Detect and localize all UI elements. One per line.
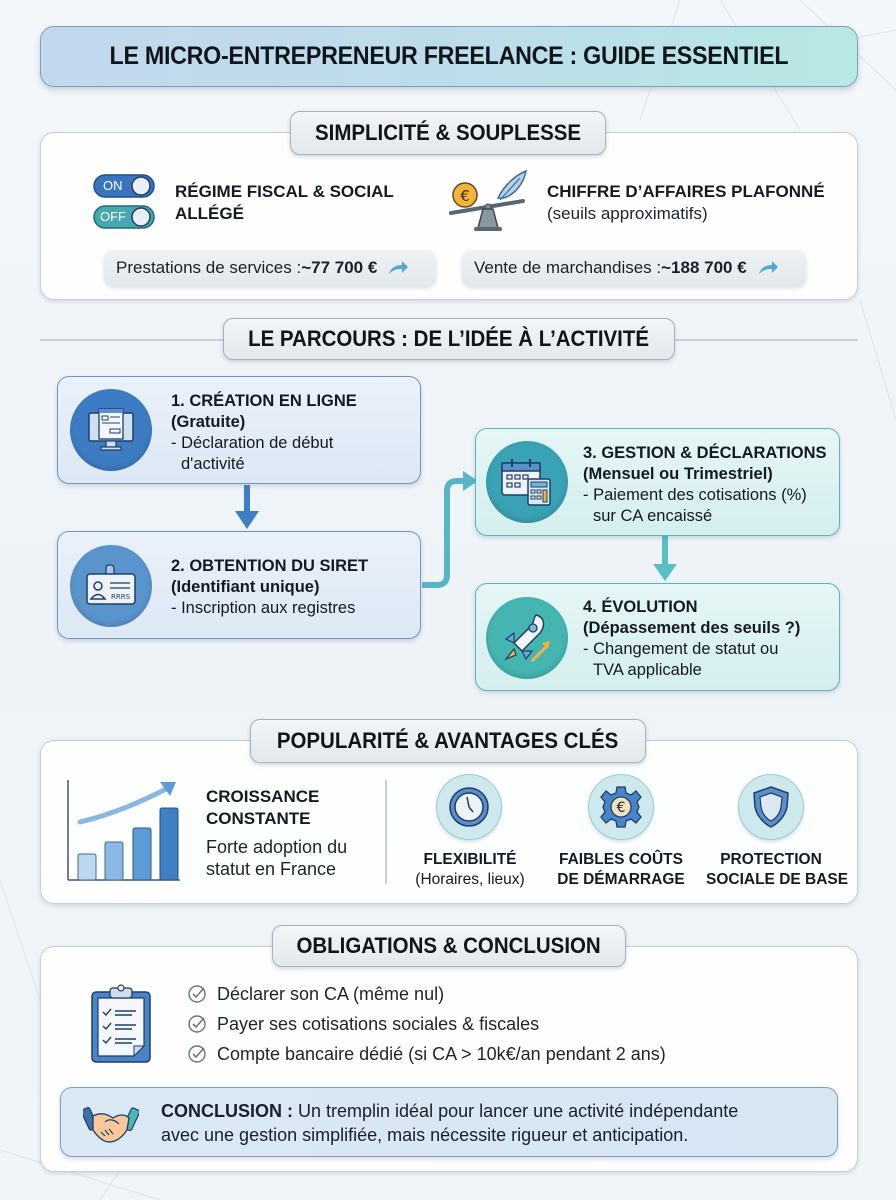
advantage-flexibilite: FLEXIBILITÉ (Horaires, lieux)	[415, 851, 525, 888]
svg-text:€: €	[616, 800, 626, 816]
id-badge-icon	[70, 545, 152, 627]
section-heading-simplicite: SIMPLICITÉ & SOUPLESSE	[290, 111, 606, 155]
check-circle-icon	[187, 984, 207, 1004]
croissance-text: CROISSANCE CONSTANTE Forte adoption du statut en France	[206, 787, 348, 879]
obligations-list	[187, 979, 807, 1069]
conclusion-box: CONCLUSION : Un tremplin idéal pour lancer une activité indépendante avec une gestion simplifiée, mais nécessite rigueur et anticipation.	[60, 1087, 838, 1157]
vertical-divider	[385, 780, 387, 884]
check-circle-icon	[187, 1014, 207, 1034]
section-heading-popularite: POPULARITÉ & AVANTAGES CLÉS	[250, 719, 646, 763]
step-gestion: 3. GESTION & DÉCLARATIONS (Mensuel ou Trimestriel) - Paiement des cotisations (%) sur CA encaissé	[475, 428, 840, 536]
step-creation: 1. CRÉATION EN LIGNE (Gratuite) - Déclaration de début d'activité	[57, 376, 421, 484]
section-heading-parcours: LE PARCOURS : DE L’IDÉE À L’ACTIVITÉ	[223, 318, 675, 360]
advantage-protection: PROTECTION SOCIALE DE BASE	[706, 851, 849, 888]
handshake-icon	[83, 1102, 139, 1146]
svg-text:RRRS: RRRS	[111, 593, 131, 601]
toggle-off: OFF	[93, 205, 155, 229]
svg-text:€: €	[460, 187, 470, 205]
rocket-growth-icon	[486, 597, 568, 679]
step-evolution: 4. ÉVOLUTION (Dépassement des seuils ?) - Changement de statut ou TVA applicable	[475, 583, 840, 691]
clipboard-checklist-icon	[90, 982, 152, 1064]
page-title: LE MICRO-ENTREPRENEUR FREELANCE : GUIDE ESSENTIEL	[40, 26, 858, 87]
chiffre-label: CHIFFRE D’AFFAIRES PLAFONNÉ (seuils approximatifs)	[547, 182, 825, 223]
section-heading-obligations: OBLIGATIONS & CONCLUSION	[272, 925, 626, 967]
threshold-marchandises: Vente de marchandises : ~188 700 €	[462, 250, 806, 286]
clock-icon	[436, 774, 502, 840]
step-siret: RRRS 2. OBTENTION DU SIRET (Identifiant unique) - Inscription aux registres	[57, 531, 421, 639]
bar-chart-growth-icon	[62, 776, 182, 884]
list-item: Déclarer son CA (même nul)	[187, 979, 807, 1009]
check-circle-icon	[187, 1044, 207, 1064]
advantage-couts: FAIBLES COÛTS DE DÉMARRAGE	[557, 851, 685, 888]
gear-euro-icon	[588, 774, 654, 840]
list-item: Payer ses cotisations sociales & fiscales	[187, 1009, 807, 1039]
toggle-on: ON	[93, 174, 155, 198]
regime-label: RÉGIME FISCAL & SOCIAL ALLÉGÉ	[175, 182, 394, 223]
list-item: Compte bancaire dédié (si CA > 10k€/an pendant 2 ans)	[187, 1039, 807, 1069]
shield-icon	[738, 774, 804, 840]
calendar-calculator-icon	[486, 441, 568, 523]
threshold-services: Prestations de services : ~77 700 €	[104, 250, 436, 286]
computer-form-icon	[70, 389, 152, 471]
